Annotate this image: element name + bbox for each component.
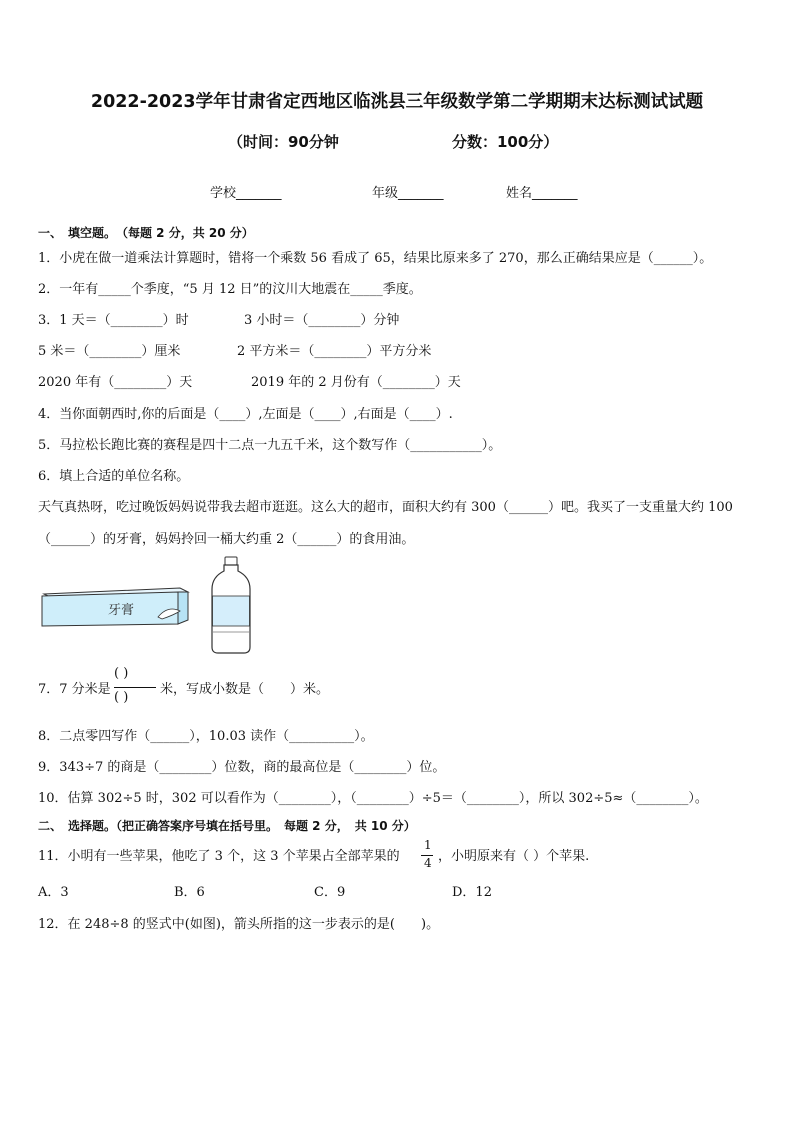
question-3-hours-minutes: 3 小时＝（________）分钟 xyxy=(244,313,400,328)
school-field: 学校_______ xyxy=(210,186,282,201)
fraction-bar xyxy=(114,687,156,688)
question-3-square-meters: 2 平方米＝（________）平方分米 xyxy=(237,344,432,359)
section-fill-in-heading: 一、 填空题。 （每题 2 分，共 20 分） xyxy=(38,226,254,240)
page-title: 2022-2023学年甘肃省定西地区临洮县三年级数学第二学期期末达标测试试题 xyxy=(90,92,704,112)
q11-option-a: A．3 xyxy=(38,885,69,900)
q11-option-d: D．12 xyxy=(452,885,492,900)
question-6: 6．填上合适的单位名称。 xyxy=(38,469,190,484)
question-2: 2．一年有_____个季度，“5 月 12 日”的汶川大地震在_____季度。 xyxy=(38,282,422,297)
time-info: （时间：90分钟 xyxy=(228,133,339,151)
q11-fraction-denominator: 4 xyxy=(424,856,432,870)
section-choice-heading: 二、 选择题。（把正确答案序号填在括号里。 每题 2 分， 共 10 分） xyxy=(38,819,416,833)
question-6-text-line-2: （______）的牙膏，妈妈拎回一桶大约重 2（______）的食用油。 xyxy=(38,532,415,547)
question-9: 9．343÷7 的商是（________）位数，商的最高位是（________）位。 xyxy=(38,760,446,775)
question-11-prefix: 11．小明有一些苹果，他吃了 3 个，这 3 个苹果占全部苹果的 xyxy=(38,849,400,864)
oil-bottle-icon xyxy=(211,556,251,654)
question-3-year-days: 2020 年有（________）天 xyxy=(38,375,193,390)
question-3-february-days: 2019 年的 2 月份有（________）天 xyxy=(251,375,461,390)
fraction-numerator-blank: ( ) xyxy=(114,666,129,681)
question-3-meters-cm: 5 米＝（________）厘米 xyxy=(38,344,181,359)
q11-option-c: C．9 xyxy=(314,885,346,900)
question-4: 4．当你面朝西时,你的后面是（____）,左面是（____）,右面是（____）. xyxy=(38,407,453,422)
question-8: 8．二点零四写作（______），10.03 读作（__________）。 xyxy=(38,729,374,744)
name-field: 姓名_______ xyxy=(506,186,578,201)
q11-fraction-numerator: 1 xyxy=(424,838,432,852)
question-11-suffix: ，小明原来有（ ）个苹果. xyxy=(438,849,590,864)
question-12: 12．在 248÷8 的竖式中(如图)，箭头所指的这一步表示的是( )。 xyxy=(38,917,440,932)
question-10: 10．估算 302÷5 时，302 可以看作为（________），（________）÷5＝（________），所以 302÷5≈（________）。 xyxy=(38,791,708,806)
question-3-day-hours: 3．1 天＝（________）时 xyxy=(38,313,189,328)
grade-field: 年级_______ xyxy=(372,186,444,201)
toothpaste-label: 牙膏 xyxy=(108,603,135,618)
q11-option-b: B．6 xyxy=(174,885,205,900)
question-5: 5．马拉松长跑比赛的赛程是四十二点一九五千米，这个数写作（___________）。 xyxy=(38,438,502,453)
toothpaste-icon xyxy=(38,584,190,628)
question-7-prefix: 7．7 分米是 xyxy=(38,682,111,697)
question-6-text-line-1: 天气真热呀，吃过晚饭妈妈说带我去超市逛逛。这么大的超市，面积大约有 300（______）吧。我买了一支重量大约 100 xyxy=(38,500,733,515)
score-info: 分数：100分） xyxy=(452,133,559,151)
question-7-suffix: 米，写成小数是（ ）米。 xyxy=(160,682,330,697)
question-1: 1．小虎在做一道乘法计算题时，错将一个乘数 56 看成了 65，结果比原来多了 270，那么正确结果应是（______）。 xyxy=(38,251,713,266)
fraction-denominator-blank: ( ) xyxy=(114,690,129,705)
